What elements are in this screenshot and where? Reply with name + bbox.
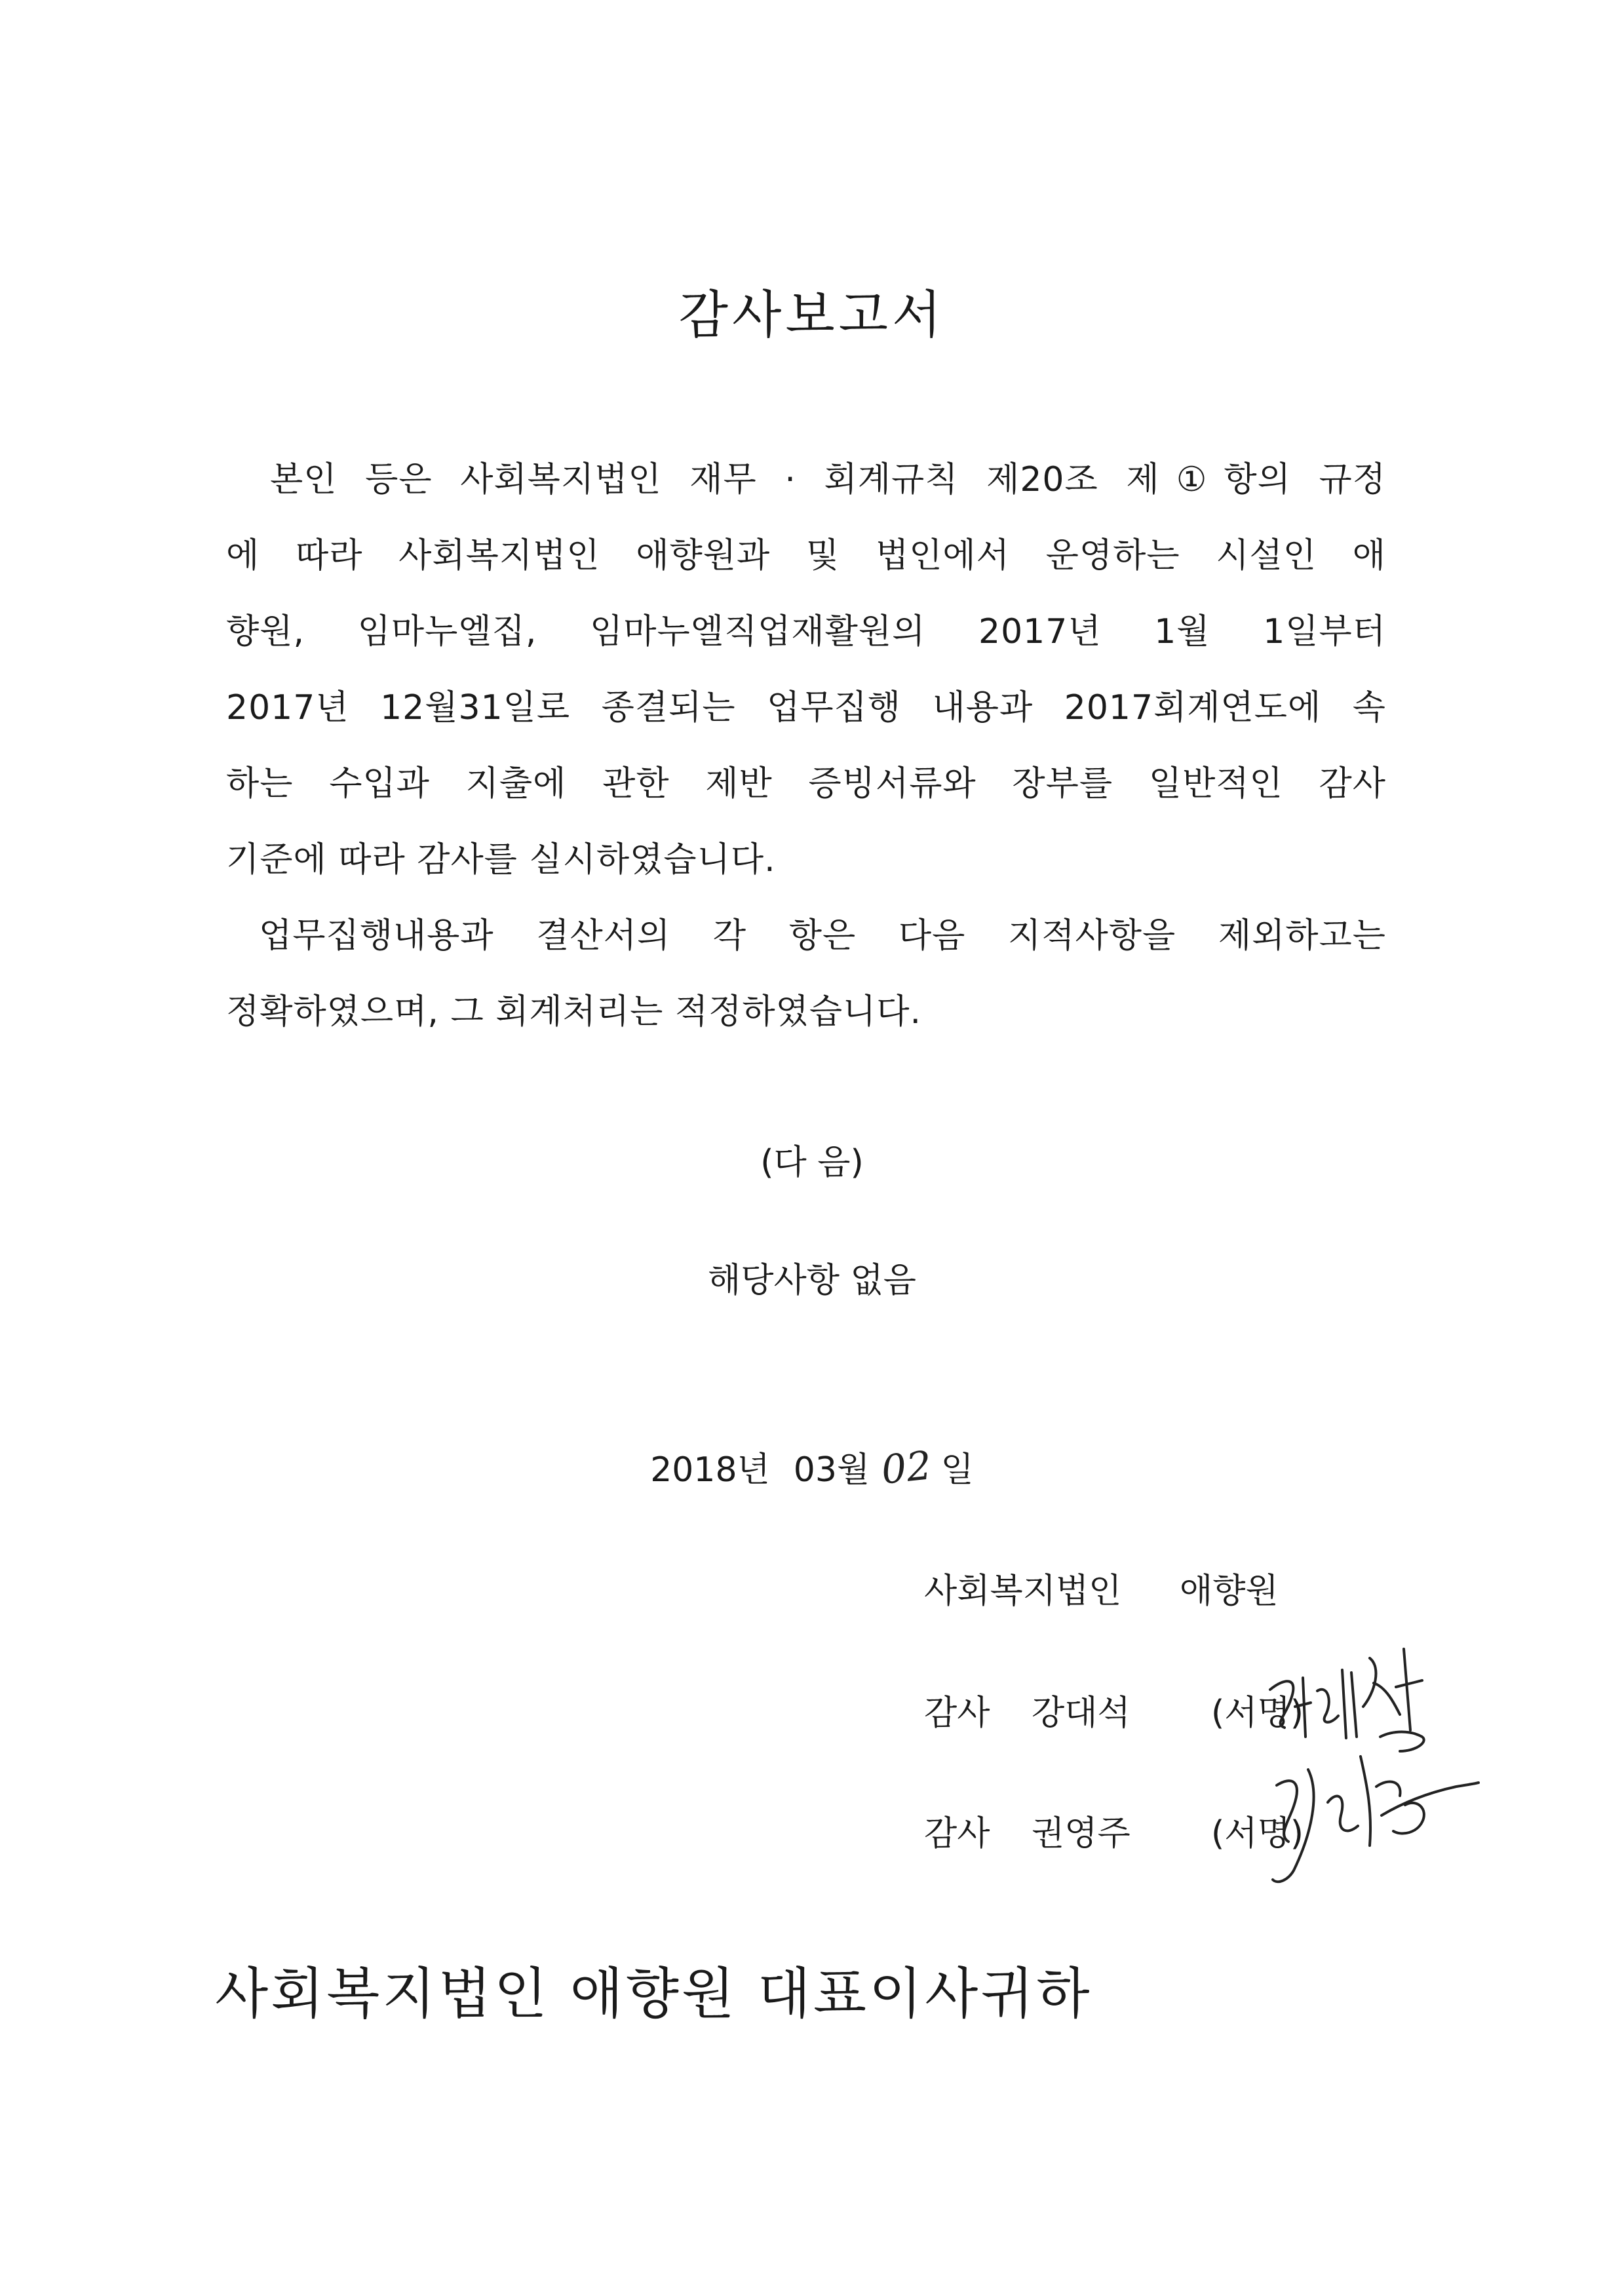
auditor-2-name: 권영주 — [1032, 1814, 1131, 1853]
body-line-6: 기준에 따라 감사를 실시하였습니다. — [226, 840, 776, 880]
body-line-5: 하는 수입과 지출에 관한 제반 증빙서류와 장부를 일반적인 감사 — [226, 764, 1386, 804]
notice-heading: (다 음) — [760, 1143, 864, 1182]
notice-content: 해당사항 없음 — [708, 1261, 916, 1300]
body-line-1: 본인 등은 사회복지법인 재무 · 회계규칙 제20조 제①항의 규정 — [270, 460, 1386, 499]
auditor-1-name: 강대석 — [1032, 1694, 1131, 1733]
body-line-7: 업무집행내용과 결산서의 각 항은 다음 지적사항을 제외하고는 — [259, 916, 1386, 956]
date-month: 03월 — [793, 1450, 870, 1490]
auditor-row-1 — [924, 1692, 1304, 1734]
closing-addressee: 사회복지법인 애향원 대표이사귀하 — [215, 1962, 1092, 2026]
auditor-1-sign-label: (서명) — [1211, 1694, 1304, 1733]
date-day-suffix: 일 — [940, 1450, 974, 1490]
organization-name-left: 사회복지법인 — [924, 1572, 1122, 1611]
auditor-2-sign-label: (서명) — [1211, 1814, 1304, 1853]
body-line-4: 2017년 12월31일로 종결되는 업무집행 내용과 2017회계연도에 속 — [226, 688, 1386, 727]
auditor-1-role: 감사 — [924, 1694, 990, 1733]
body-line-8: 정확하였으며, 그 회계처리는 적정하였습니다. — [226, 992, 922, 1032]
body-line-2: 에 따라 사회복지법인 애향원과 및 법인에서 운영하는 시설인 애 — [226, 536, 1386, 575]
auditor-2-signature — [1265, 1730, 1481, 1894]
date-day-handwritten: 02 — [879, 1443, 934, 1494]
organization-line — [924, 1570, 1279, 1612]
date-year: 2018년 — [650, 1450, 770, 1490]
organization-name-right: 애향원 — [1180, 1572, 1279, 1611]
auditor-row-2 — [924, 1813, 1304, 1855]
body-line-3: 향원, 임마누엘집, 임마누엘직업재활원의 2017년 1월 1일부터 — [226, 612, 1386, 651]
document-title: 감사보고서 — [678, 286, 946, 345]
report-date — [0, 1443, 1624, 1494]
auditor-2-role: 감사 — [924, 1814, 990, 1853]
